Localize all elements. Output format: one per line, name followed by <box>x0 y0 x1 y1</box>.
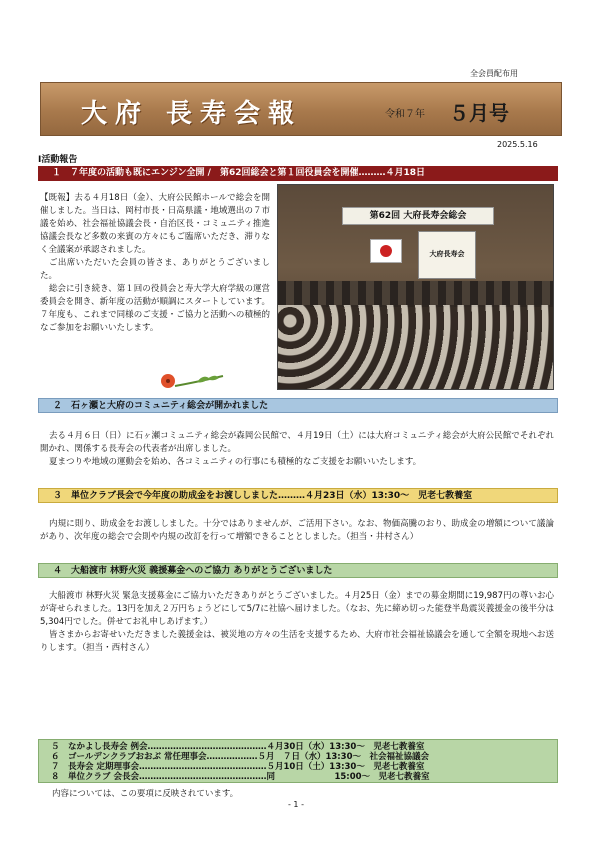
flower-illustration-icon <box>157 372 227 394</box>
item4-paragraph: 大船渡市 林野火災 緊急支援募金にご協力いただきありがとうございました。４月25日（金）までの募金期間に19,987円の尊いお心が寄せられました。13円を加え２万円ちょうどにして5/7に社協へ届けました。（なお、先に締め切った能登半島震災義援金の後半分は5,304円でした。併せてお礼申しあげます。） <box>40 591 554 627</box>
item2-heading-bar: ２ 石ヶ瀬と大府のコミュニティ総会が開かれました <box>38 398 558 413</box>
item4-heading-bar: ４ 大船渡市 林野火災 義援募金へのご協力 ありがとうございました <box>38 563 558 578</box>
item2-paragraph: 夏まつりや地域の運動会を始め、各コミュニティの行事にも積極的なご支援をお願いいたします。 <box>49 457 422 467</box>
item3-paragraph: 内規に則り、助成金をお渡ししました。十分ではありませんが、ご活用下さい。なお、物価高騰のおり、助成金の増額について議論があり、次年度の総会で会則や内規の改訂を行って増額できることとしました。（担当・井村さん） <box>40 519 554 542</box>
item1-paragraph: 総会に引き続き、第１回の役員会と寿大学大府学級の運営委員会を開き、新年度の活動が順調にスタートしています。７年度も、これまで同様のご支援・ご協力と活動への積極的なご参加をお願いいたします。 <box>40 284 270 333</box>
item2-body <box>40 430 554 469</box>
item1-heading-bar: １ ７年度の活動も既にエンジン全開 / 第62回総会と第１回役員会を開催………４月18日 <box>38 166 558 181</box>
photo-sign: 大府長寿会 <box>418 231 476 279</box>
item3-body <box>40 518 554 544</box>
photo-banner: 第62回 大府長寿会総会 <box>342 207 494 225</box>
item4-body <box>40 590 554 655</box>
page-number: - 1 - <box>288 800 304 809</box>
item3-heading-bar: ３ 単位クラブ長会で今年度の助成金をお渡ししました………４月23日（水）13:30～ 児老七教養室 <box>38 488 558 503</box>
schedule-row: ７ 長寿会 定期理事会………………………………………５月10日（土）13:30～ 児老七教養室 <box>51 762 425 772</box>
schedule-box <box>38 739 558 783</box>
footnote: 内容については、この要項に反映されています。 <box>52 789 239 799</box>
newsletter-title: 大府 長寿会報 <box>81 99 303 129</box>
issue-month: ５月号 <box>449 101 509 125</box>
stage-row <box>278 281 553 307</box>
distribution-note: 全会員配布用 <box>470 69 518 78</box>
masthead <box>40 82 562 136</box>
item1-paragraph: 【既報】去る４月18日（金）、大府公民館ホールで総会を開催しました。当日は、岡村市長・日高県議・地域選出の７市議を始め、社会福祉協議会長・自治区長・コミュニティ推進協議会長など多数の来賓の方々にもご臨席いただき、滞りなく全議案が承認されました。 <box>40 193 270 255</box>
audience-crowd <box>278 305 553 390</box>
item1-paragraph: ご出席いただいた会員の皆さま、ありがとうございました。 <box>40 258 270 281</box>
flag-icon <box>370 239 402 263</box>
schedule-row: ６ ゴールデンクラブおおぶ 常任理事会………………５月 ７日（水）13:30～ 社会福祉協議会 <box>51 752 430 762</box>
item2-paragraph: 去る４月６日（日）に石ヶ瀬コミュニティ総会が森岡公民館で、４月19日（土）には大府コミュニティ総会が大府公民館でそれぞれ開かれ、関係する長寿会の代表者が出席しました。 <box>40 431 554 454</box>
item4-paragraph: 皆さまからお寄せいただきました義援金は、被災地の方々の生活を支援するため、大府市社会福祉協議会を通して全額を現地へお送りします。（担当・西村さん） <box>40 630 554 653</box>
schedule-row: ８ 単位クラブ 会長会………………………………………同 15:00～ 児老七教養室 <box>51 772 430 782</box>
schedule-row: ５ なかよし長寿会 例会……………………………………４月30日（水）13:30～ 児老七教養室 <box>51 742 425 752</box>
issue-era: 令和７年 <box>385 109 425 120</box>
section-heading: Ⅰ活動報告 <box>38 155 78 165</box>
general-meeting-photo <box>277 184 554 390</box>
publication-date: 2025.5.16 <box>497 140 538 149</box>
item1-body <box>40 192 270 335</box>
